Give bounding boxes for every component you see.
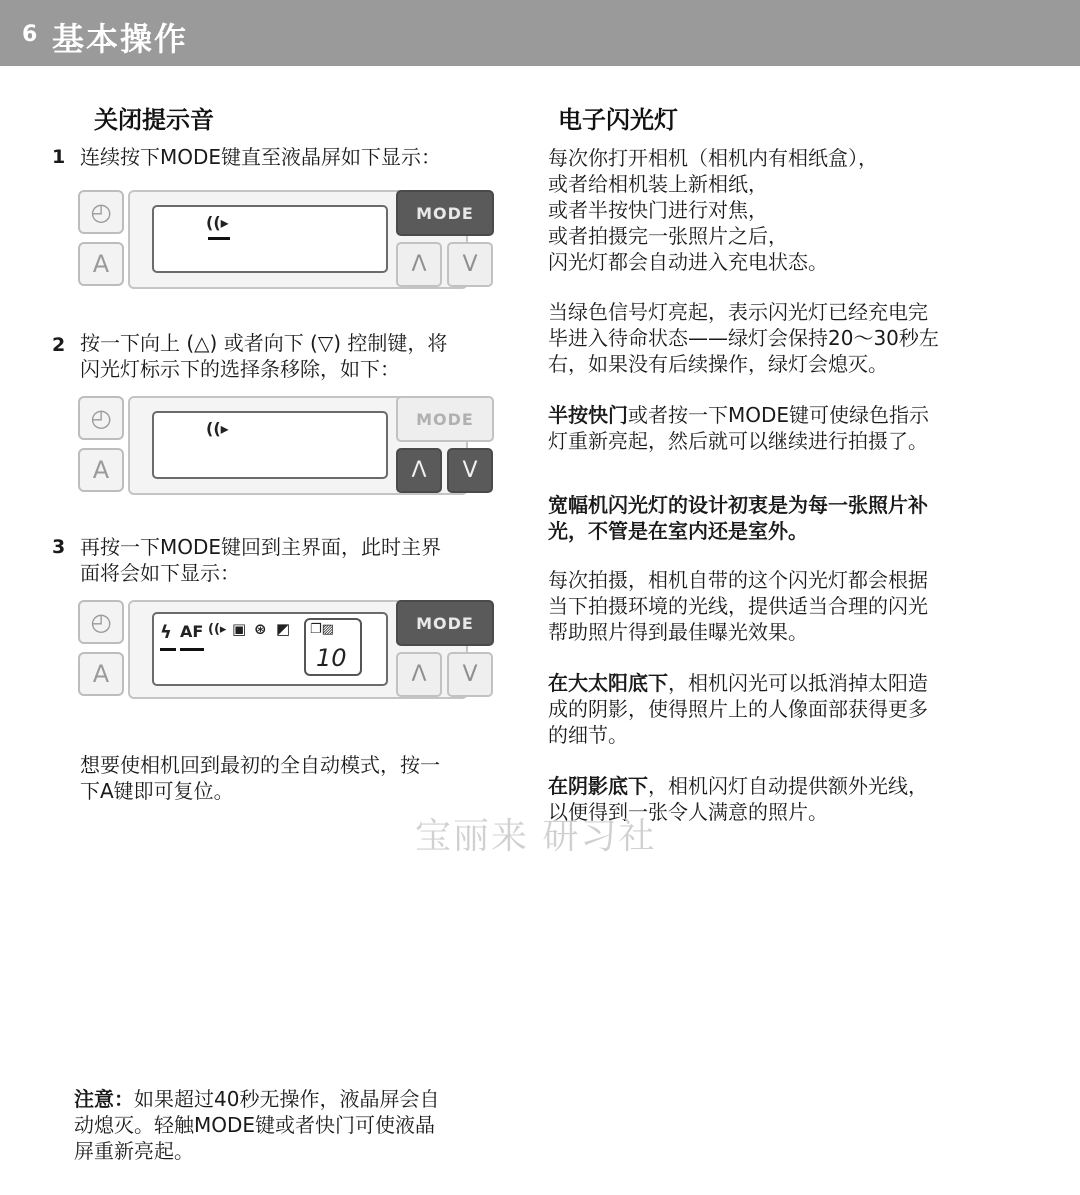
macro-icon: ⊛	[254, 620, 267, 638]
p1-line1: 每次你打开相机（相机内有相纸盒），	[548, 146, 878, 170]
p2-line2: 毕进入待命状态——绿灯会保持20～30秒左	[548, 326, 939, 350]
p1-line4: 或者拍摄完一张照片之后，	[548, 224, 788, 248]
note-line2: 动熄灭。轻触MODE键或者快门可使液晶	[74, 1113, 436, 1137]
lcd-panel-2	[78, 396, 497, 495]
p5-line3: 帮助照片得到最佳曝光效果。	[548, 620, 808, 644]
page-number: 6	[22, 22, 38, 47]
self-timer-button[interactable]	[78, 600, 124, 644]
p2-line3: 右，如果没有后续操作，绿灯会熄灭。	[548, 352, 888, 376]
contrast-icon: ◩	[276, 620, 291, 638]
down-button[interactable]: V	[447, 652, 493, 697]
step-2-text-line1: 按一下向上 (△) 或者向下 (▽) 控制键，将	[80, 331, 448, 355]
p3-line1	[548, 402, 929, 428]
lcd-panel-3	[78, 600, 497, 699]
self-timer-button[interactable]	[78, 190, 124, 234]
note-label: 注意：	[74, 1087, 134, 1111]
down-button[interactable]: V	[447, 242, 493, 287]
down-button[interactable]: V	[447, 448, 493, 493]
self-timer-button[interactable]	[78, 396, 124, 440]
sound-icon: ((▸	[206, 213, 229, 232]
p1-line2: 或者给相机装上新相纸，	[548, 172, 768, 196]
watermark: 宝丽来 研习社	[415, 816, 657, 857]
sound-icon: ((▸	[208, 622, 227, 637]
reset-text-line1: 想要使相机回到最初的全自动模式，按一	[80, 753, 440, 777]
sound-icon: ((▸	[206, 419, 229, 438]
reset-a-button[interactable]	[78, 448, 124, 492]
up-button[interactable]: Λ	[396, 652, 442, 697]
step-3-text-line1: 再按一下MODE键回到主界面，此时主界	[80, 535, 442, 559]
af-selection-bar	[180, 648, 204, 651]
shots-remaining: 10	[316, 644, 347, 672]
step-2-text-line2: 闪光灯标示下的选择条移除，如下：	[80, 357, 400, 381]
p2-line1: 当绿色信号灯亮起，表示闪光灯已经充电完	[548, 300, 928, 324]
left-section-title: 关闭提示音	[94, 106, 214, 134]
a-button-label: A	[92, 660, 110, 688]
p4-line2: 光，不管是在室内还是室外。	[548, 519, 808, 543]
p6-line3: 的细节。	[548, 723, 628, 747]
flash-icon: ϟ	[160, 622, 172, 643]
header-title: 基本操作	[52, 20, 189, 58]
right-section-title: 电子闪光灯	[558, 106, 678, 134]
p3-line2: 灯重新亮起，然后就可以继续进行拍摄了。	[548, 429, 928, 453]
step-3-number: 3	[52, 536, 66, 558]
note-line3: 屏重新亮起。	[74, 1139, 194, 1163]
step-1-number: 1	[52, 146, 66, 168]
p7-bold: 在阴影底下	[548, 774, 648, 798]
p6-line2: 成的阴影，使得照片上的人像面部获得更多	[548, 697, 928, 721]
p6-line1	[548, 670, 928, 696]
self-timer-icon: ◴	[90, 404, 112, 432]
note-line1-text: 如果超过40秒无操作，液晶屏会自	[134, 1087, 440, 1111]
up-button[interactable]: Λ	[396, 242, 442, 287]
lcd-screen	[152, 205, 388, 273]
p1-line3: 或者半按快门进行对焦，	[548, 198, 768, 222]
exposure-icon: ▣	[232, 620, 247, 638]
p3-rest: 或者按一下MODE键可使绿色指示	[628, 403, 930, 427]
mode-button[interactable]: MODE	[396, 396, 494, 442]
lcd-screen	[152, 411, 388, 479]
lcd-panel-1	[78, 190, 497, 289]
film-pack-icon: ❐▨	[310, 622, 334, 637]
p5-line1: 每次拍摄，相机自带的这个闪光灯都会根据	[548, 568, 928, 592]
autofocus-icon: AF	[180, 622, 204, 641]
reset-a-button[interactable]	[78, 242, 124, 286]
p5-line2: 当下拍摄环境的光线，提供适当合理的闪光	[548, 594, 928, 618]
selection-bar	[208, 237, 230, 240]
p7-rest: ，相机闪灯自动提供额外光线，	[648, 774, 928, 798]
step-2-number: 2	[52, 334, 66, 356]
self-timer-icon: ◴	[90, 198, 112, 226]
p6-rest: ，相机闪光可以抵消掉太阳造	[668, 671, 928, 695]
lcd-screen	[152, 612, 388, 686]
mode-button[interactable]: MODE	[396, 190, 494, 236]
step-1-text: 连续按下MODE键直至液晶屏如下显示：	[80, 145, 442, 169]
reset-a-button[interactable]	[78, 652, 124, 696]
reset-text-line2: 下A键即可复位。	[80, 779, 234, 803]
step-3-text-line2: 面将会如下显示：	[80, 561, 240, 585]
p7-line1	[548, 773, 928, 799]
p1-line5: 闪光灯都会自动进入充电状态。	[548, 250, 828, 274]
up-button[interactable]: Λ	[396, 448, 442, 493]
p3-bold: 半按快门	[548, 403, 628, 427]
a-button-label: A	[92, 250, 110, 278]
p4-line1: 宽幅机闪光灯的设计初衷是为每一张照片补	[548, 493, 928, 517]
page-header	[0, 0, 1080, 66]
note-line1	[74, 1086, 439, 1112]
p6-bold: 在大太阳底下	[548, 671, 668, 695]
self-timer-icon: ◴	[90, 608, 112, 636]
flash-selection-bar	[160, 648, 176, 651]
a-button-label: A	[92, 456, 110, 484]
film-counter-box	[304, 618, 362, 676]
p7-line2: 以便得到一张令人满意的照片。	[548, 800, 828, 824]
mode-button[interactable]: MODE	[396, 600, 494, 646]
